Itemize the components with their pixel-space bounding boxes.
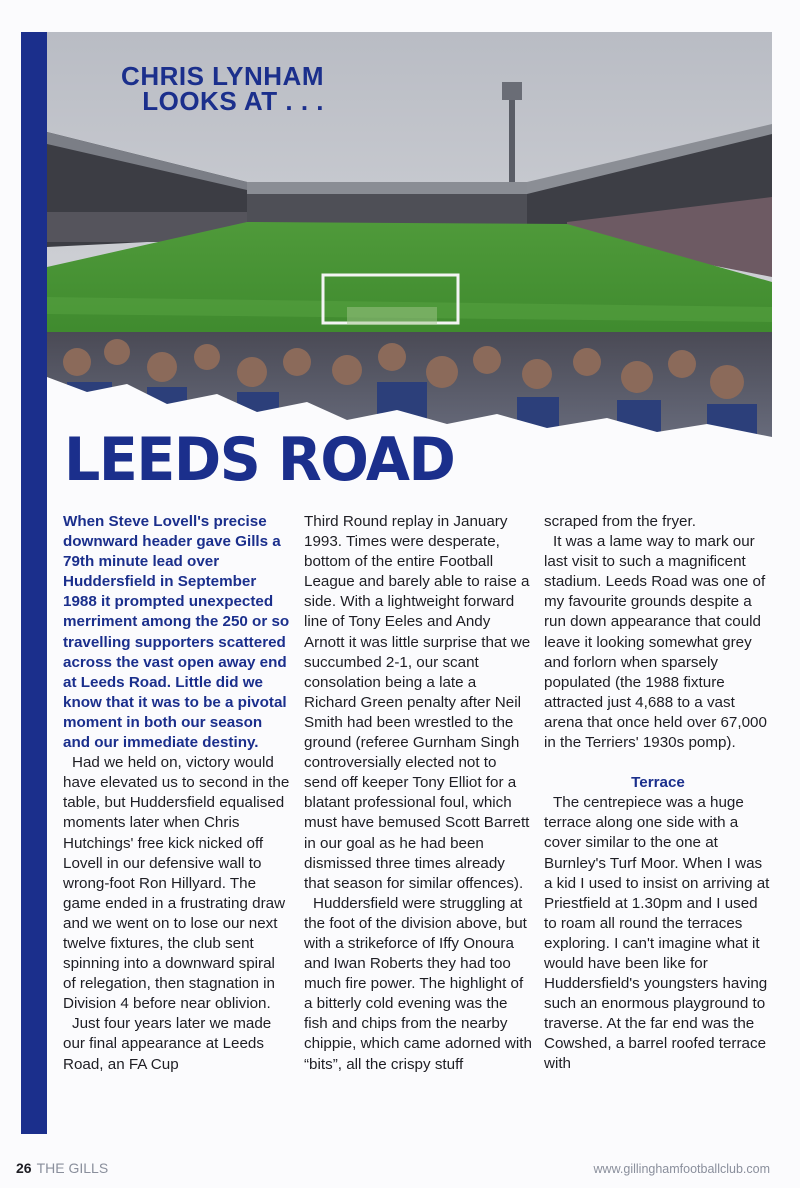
author-kicker xyxy=(64,61,324,116)
page-number: 26 xyxy=(16,1160,32,1176)
accent-bar xyxy=(21,32,47,1134)
publication-name: THE GILLS xyxy=(36,1160,109,1176)
body-paragraph: scraped from the fryer. xyxy=(544,513,696,530)
kicker-line-1: CHRIS LYNHAM xyxy=(121,61,324,91)
body-paragraph: Just four years later we made our final appearance at Leeds Road, an FA Cup xyxy=(63,1015,272,1073)
column-2 xyxy=(304,512,532,1075)
body-paragraph: Third Round replay in January 1993. Times were desperate, bottom of the entire Football League and barely able to raise a side. With a lightweight forward line of Tony Eeles and Andy Arnott it was little surprise that we succumbed 2-1, our scant consolation being a late a Richard Green penalty after Neil Smith had been wrestled to the ground (referee Gurnham Singh controversially elected not to send off keeper Tony Elliot for a blatant professional foul, which must have bemused Scott Barrett in our goal as he had been dismissed three times already that season for similar offences). xyxy=(304,513,531,892)
column-1 xyxy=(63,512,291,1075)
body-paragraph: It was a lame way to mark our last visit to such a magnificent stadium. Leeds Road was one of my favourite grounds despite a run down appearance that could leave it looking somewhat grey and forlorn when sparsely populated (the 1988 fixture attracted just 4,688 to a vast arena that once held over 67,000 in the Terriers' 1930s pomp). xyxy=(544,533,767,752)
page-footer-left xyxy=(16,1160,108,1176)
website-url: www.gillinghamfootballclub.com xyxy=(593,1162,770,1176)
article-headline: LEEDS ROAD xyxy=(64,425,455,495)
body-paragraph: Huddersfield were struggling at the foot of the division above, but with a strikeforce of Iffy Onoura and Iwan Roberts they had too much fire power. The highlight of a bitterly cold evening was the fish and chips from the nearby chippie, which came adorned with “bits”, all the crispy stuff xyxy=(304,894,532,1073)
body-paragraph: Had we held on, victory would have elevated us to second in the table, but Huddersfield equalised moments later when Chris Hutchings' free kick nicked off Lovell in our defensive wall to wrong-foot Ron Hillyard. The game ended in a frustrating draw and we went on to lose our next twelve fixtures, the club sent spinning into a downward spiral of relegation, then stagnation in Division 4 before near oblivion. xyxy=(63,754,290,1013)
body-paragraph: The centrepiece was a huge terrace along one side with a cover similar to the one at Burnley's Turf Moor. When I was a kid I used to insist on arriving at Priestfield at 1.30pm and I used to roam all round the terraces exploring. I can't imagine what it would have been like for Huddersfield's youngsters having such an enormous playground to traverse. At the far end was the Cowshed, a barrel roofed terrace with xyxy=(544,794,770,1073)
kicker-line-2: LOOKS AT . . . xyxy=(142,86,324,116)
column-3 xyxy=(544,512,772,1075)
lead-paragraph: When Steve Lovell's precise downward header gave Gills a 79th minute lead over Huddersfield in September 1988 it prompted unexpected merriment among the 250 or so travelling supporters scattered across the vast open away end at Leeds Road. Little did we know that it was to be a pivotal moment in both our season and our immediate destiny. xyxy=(63,513,290,752)
section-subhead: Terrace xyxy=(631,774,685,792)
